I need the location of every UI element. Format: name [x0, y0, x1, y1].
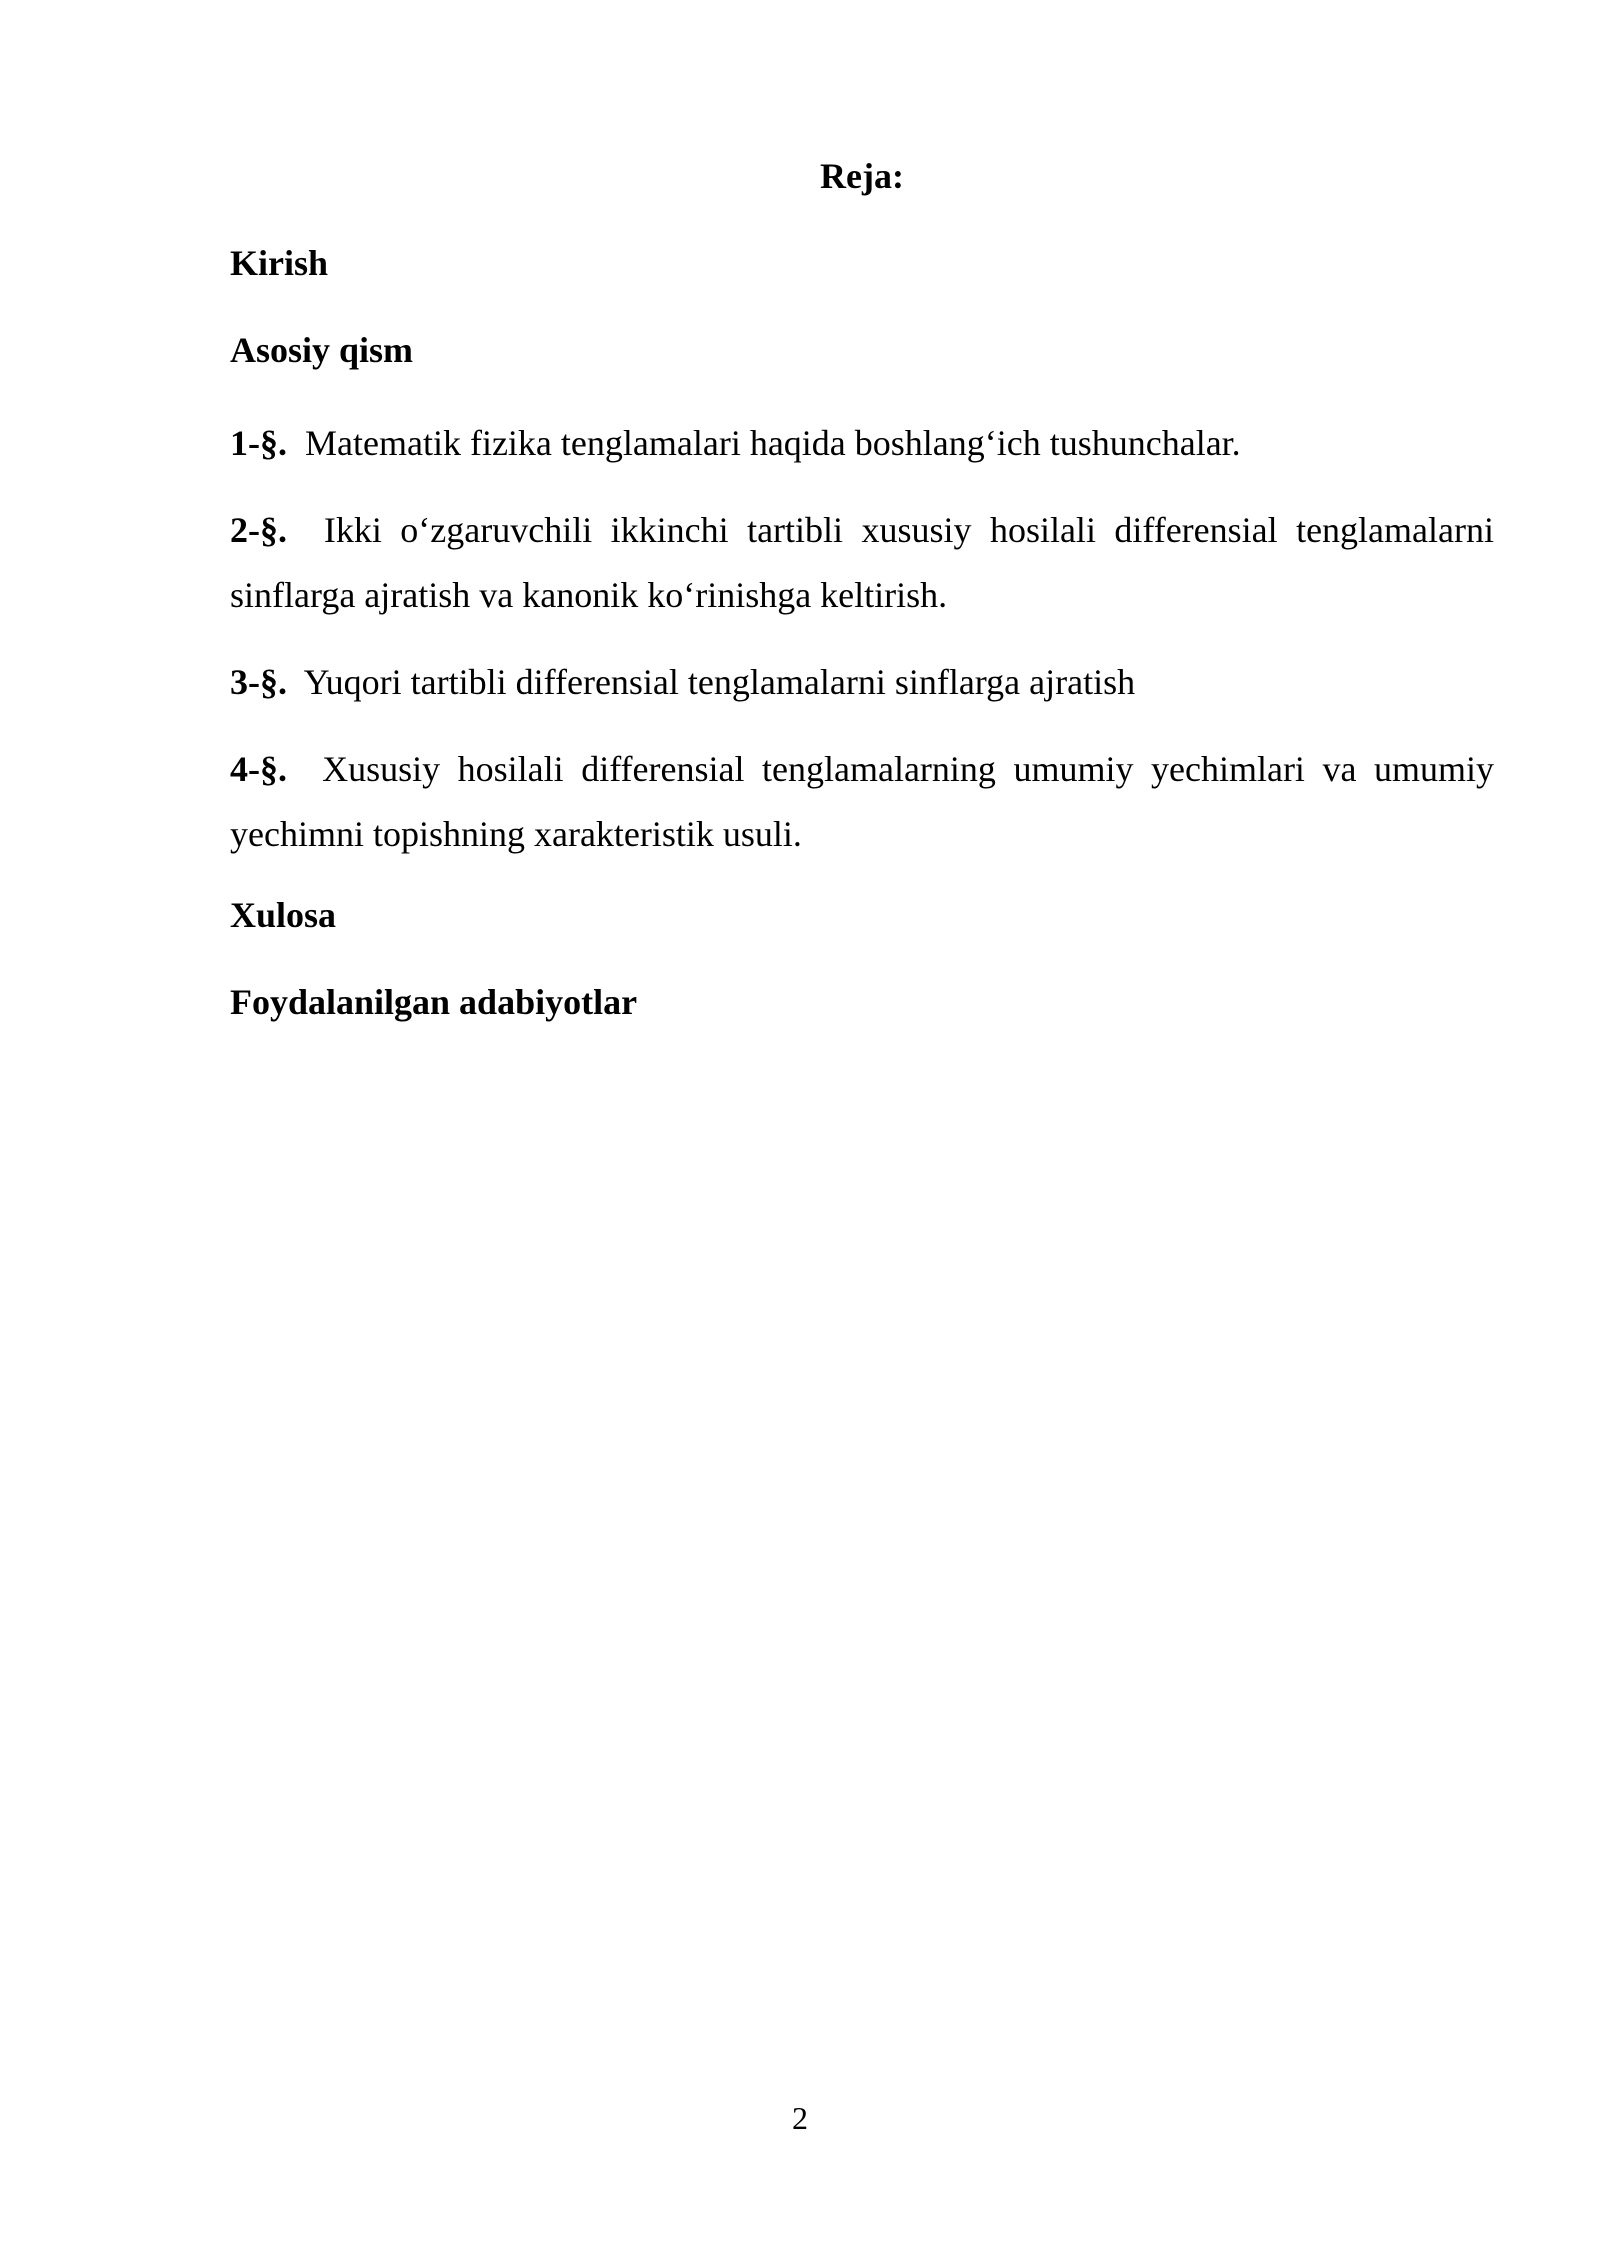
plan-item-3 [230, 650, 1494, 715]
section-introduction: Kirish [230, 243, 329, 283]
page-number: 2 [792, 2100, 808, 2136]
plan-item-number: 1-§. [230, 423, 287, 463]
plan-item-1 [230, 411, 1494, 476]
section-conclusion: Xulosa [230, 895, 337, 935]
plan-item-number: 3-§. [230, 662, 287, 702]
plan-item-text: Ikki o‘zgaruvchili ikkinchi tartibli xususiy hosilali differensial tenglamalarni sinflarga ajratish va kanonik ko‘rinishga keltirish. [230, 510, 1494, 615]
plan-item-text: Xususiy hosilali differensial tenglamalarning umumiy yechimlari va umumiy yechimni topishning xarakteristik usuli. [230, 749, 1495, 854]
plan-item-number: 2-§. [230, 510, 287, 550]
section-main-part: Asosiy qism [230, 330, 414, 370]
plan-title: Reja: [820, 156, 904, 196]
plan-item-text: Yuqori tartibli differensial tenglamalarni sinflarga ajratish [303, 662, 1136, 702]
plan-item-4 [230, 737, 1494, 867]
plan-item-number: 4-§. [230, 749, 287, 789]
plan-item-text: Matematik fizika tenglamalari haqida boshlang‘ich tushunchalar. [305, 423, 1241, 463]
section-references: Foydalanilgan adabiyotlar [230, 982, 638, 1022]
plan-item-2 [230, 498, 1494, 628]
plan-content [230, 150, 1494, 1063]
